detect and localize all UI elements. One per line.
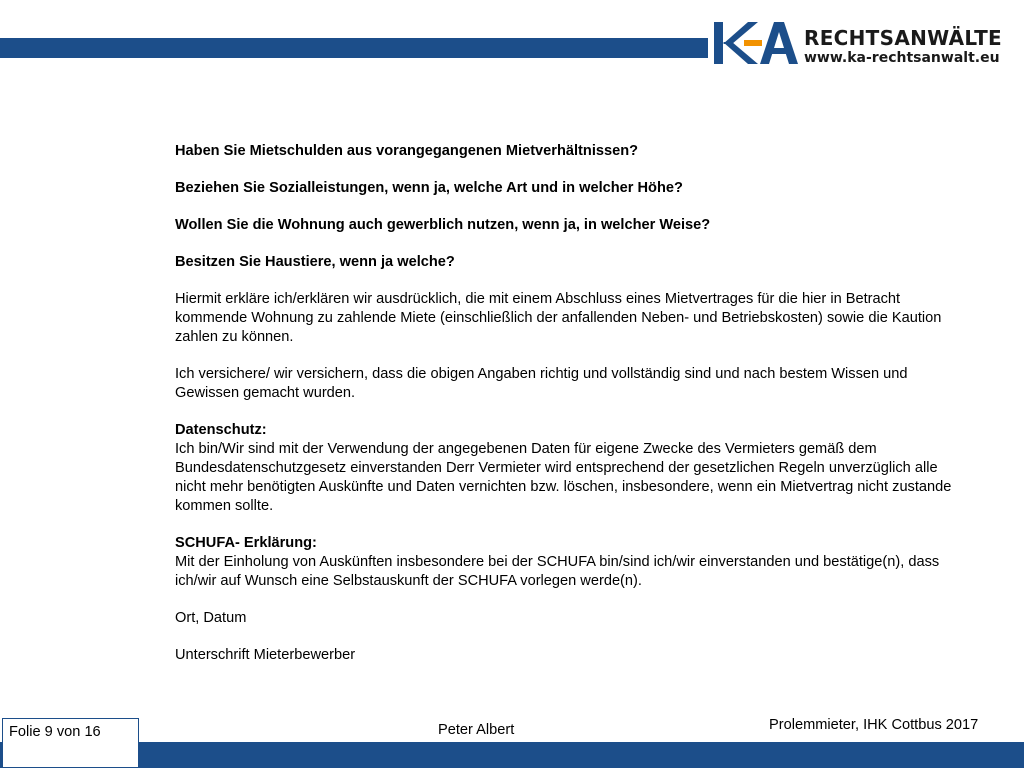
schufa-heading: SCHUFA- Erklärung: [175,535,317,551]
question-rent-debts: Haben Sie Mietschulden aus vorangegangenen Mietverhältnissen? [175,143,639,159]
privacy-section [175,421,955,516]
place-date-label: Ort, Datum [175,610,247,626]
slide-number: Folie 9 von 16 [9,724,101,740]
question-pets: Besitzen Sie Haustiere, wenn ja welche? [175,254,455,270]
footer-event: Prolemmieter, IHK Cottbus 2017 [769,717,979,733]
footer-author: Peter Albert [438,722,515,738]
privacy-text: Ich bin/Wir sind mit der Verwendung der angegebenen Daten für eigene Zwecke des Vermieters gemäß dem Bundesdatenschutzgesetz einverstanden Derr Vermieter wird entsprechend der gesetzlichen Regeln unverzüglich alle nicht mehr benötigten Auskünfte und Daten vernichten bzw. löschen, insbesondere, wenn ein Mietvertrag nicht zustande kommen sollte. [175,441,952,514]
header-blue-bar [0,38,708,58]
declaration-truthfulness: Ich versichere/ wir versichern, dass die obigen Angaben richtig und vollständig sind und nach bestem Wissen und Gewissen gemacht wurden. [175,366,908,401]
brand-url: www.ka-rechtsanwalt.eu [804,50,1000,66]
question-social-benefits: Beziehen Sie Sozialleistungen, wenn ja, welche Art und in welcher Höhe? [175,180,683,196]
brand-name: RECHTSANWÄLTE [804,26,1003,50]
ka-logo [714,20,1004,68]
schufa-section [175,534,955,591]
question-commercial-use: Wollen Sie die Wohnung auch gewerblich nutzen, wenn ja, in welcher Weise? [175,217,711,233]
document-body [175,142,955,683]
privacy-heading: Datenschutz: [175,422,267,438]
ka-logo-icon [714,20,800,66]
declaration-payment: Hiermit erkläre ich/erklären wir ausdrücklich, die mit einem Abschluss eines Mietvertrages für die hier in Betracht kommende Wohnung zu zahlende Miete (einschließlich der anfallenden Neben- und Betriebskosten) sowie die Kaution zahlen zu können. [175,291,942,345]
schufa-text: Mit der Einholung von Auskünften insbesondere bei der SCHUFA bin/sind ich/wir einverstanden und bestätige(n), dass ich/wir auf Wunsch eine Selbstauskunft der SCHUFA vorlegen werde(n). [175,554,940,589]
signature-label: Unterschrift Mieterbewerber [175,647,356,663]
footer-blue-bar [0,742,1024,768]
